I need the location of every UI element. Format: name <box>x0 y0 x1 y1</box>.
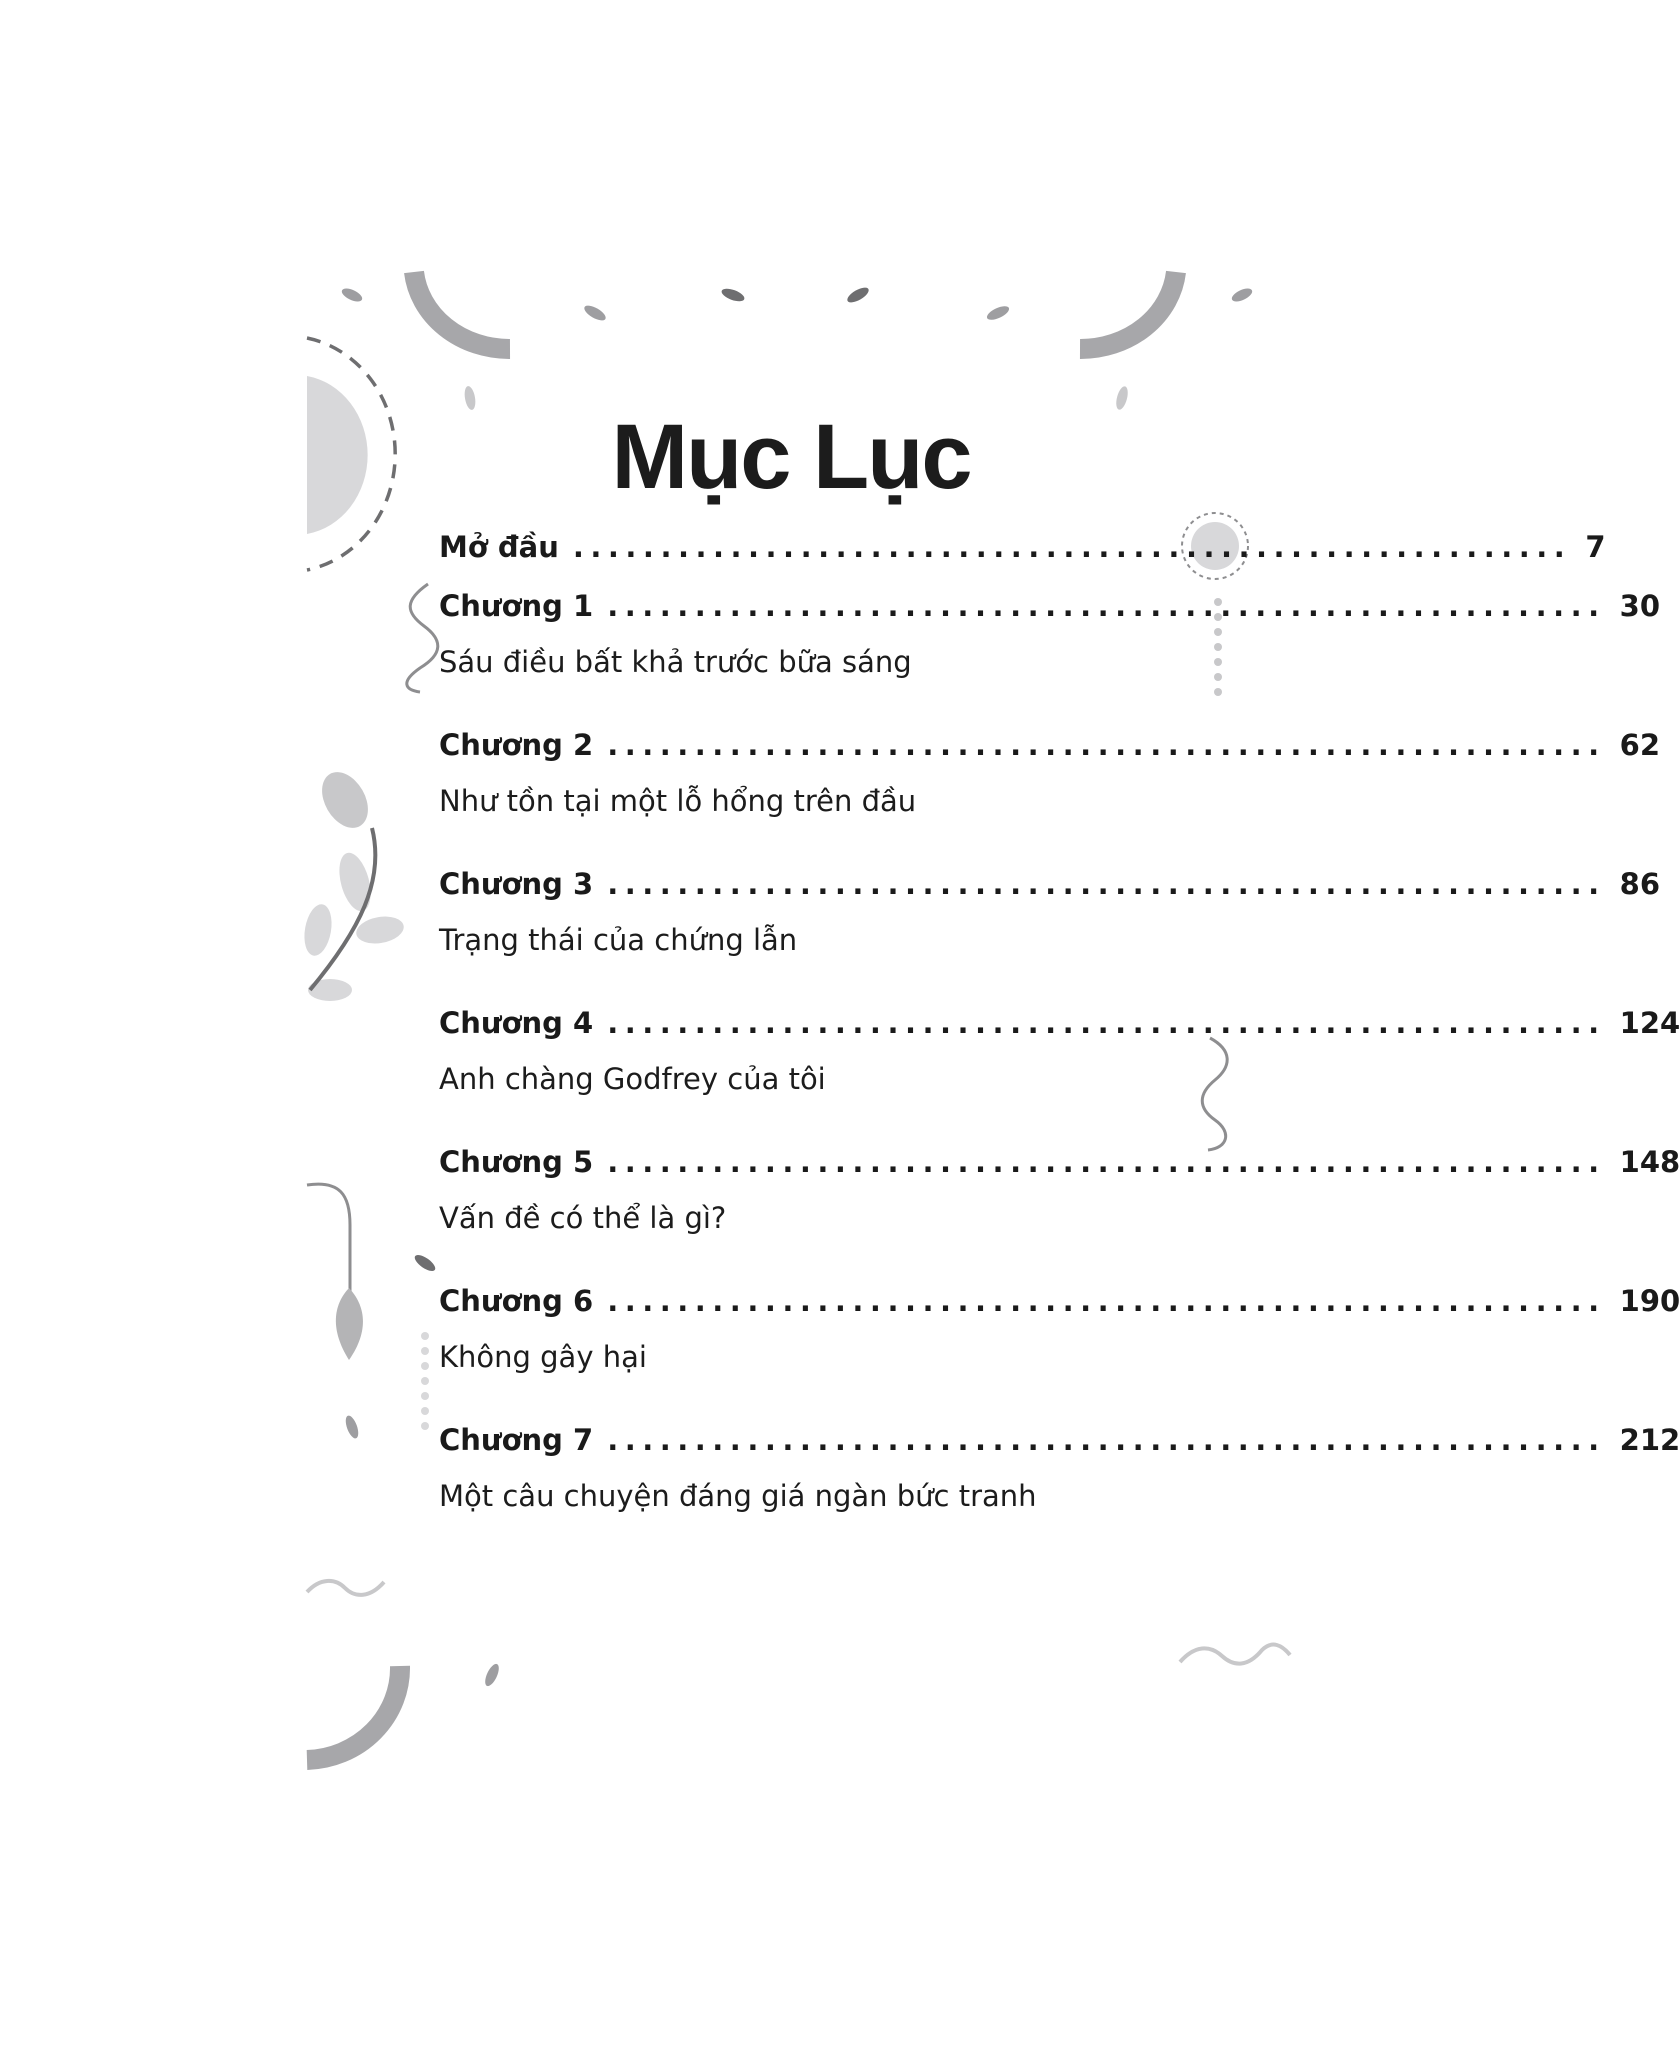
toc-entry-page: 86 <box>1619 867 1660 901</box>
dot-leader: ......................................................... <box>572 530 1572 564</box>
toc-entry-page: 62 <box>1619 728 1660 762</box>
left-pendant-ornament <box>307 1184 363 1360</box>
dot-leader: ......................................................... <box>607 867 1606 901</box>
left-squiggle-ornament <box>407 584 438 692</box>
toc-entry-label: Chương 1 <box>439 589 594 623</box>
dot-leader: ......................................................... <box>607 589 1606 623</box>
toc-entry-chapter-2 <box>439 728 1660 768</box>
dot-leader: ......................................................... <box>607 1284 1606 1318</box>
left-wave-ornament <box>307 1581 384 1595</box>
toc-entry-label: Chương 2 <box>439 728 594 762</box>
toc-entry-subtitle: Như tồn tại một lỗ hổng trên đầu <box>439 784 917 818</box>
toc-entry-subtitle: Anh chàng Godfrey của tôi <box>439 1062 826 1096</box>
toc-entry-label: Mở đầu <box>439 530 559 564</box>
page-title: Mục Lục <box>611 406 971 508</box>
toc-entry-chapter-7 <box>439 1423 1680 1463</box>
dot-leader: ......................................................... <box>607 1145 1606 1179</box>
toc-entry-label: Chương 5 <box>439 1145 594 1179</box>
toc-entry-page: 124 <box>1619 1006 1680 1040</box>
toc-entry-label: Chương 3 <box>439 867 594 901</box>
top-left-arc-ornament <box>414 272 510 349</box>
right-squiggle-ornament <box>1202 1038 1227 1150</box>
toc-entry-label: Chương 7 <box>439 1423 594 1457</box>
toc-entry-page: 148 <box>1619 1145 1680 1179</box>
top-right-arc-ornament <box>1080 272 1176 349</box>
toc-entry-label: Chương 4 <box>439 1006 594 1040</box>
toc-entry-subtitle: Vấn đề có thể là gì? <box>439 1201 727 1235</box>
toc-entry-chapter-3 <box>439 867 1660 907</box>
toc-entry-subtitle: Trạng thái của chứng lẫn <box>439 923 798 957</box>
toc-entry-subtitle: Không gây hại <box>439 1340 647 1374</box>
dot-leader: ......................................................... <box>607 1423 1606 1457</box>
toc-entry-page: 190 <box>1619 1284 1680 1318</box>
toc-entry-page: 7 <box>1585 530 1606 564</box>
toc-entry-page: 30 <box>1619 589 1660 623</box>
toc-entry-chapter-6 <box>439 1284 1680 1324</box>
toc-entry-label: Chương 6 <box>439 1284 594 1318</box>
toc-entry-intro <box>439 530 1606 570</box>
toc-entry-subtitle: Một câu chuyện đáng giá ngàn bức tranh <box>439 1479 1037 1513</box>
bottom-left-arc-ornament <box>307 1666 400 1760</box>
dot-leader: ......................................................... <box>607 1006 1606 1040</box>
toc-entry-chapter-5 <box>439 1145 1680 1185</box>
toc-entry-subtitle: Sáu điều bất khả trước bữa sáng <box>439 645 912 679</box>
left-branch-ornament <box>301 764 406 1001</box>
toc-entry-page: 212 <box>1619 1423 1680 1457</box>
right-wave-ornament <box>1180 1645 1290 1664</box>
left-dotted-line-ornament <box>421 1332 429 1430</box>
dot-leader: ......................................................... <box>607 728 1606 762</box>
toc-entry-chapter-1 <box>439 589 1660 629</box>
toc-entry-chapter-4 <box>439 1006 1680 1046</box>
